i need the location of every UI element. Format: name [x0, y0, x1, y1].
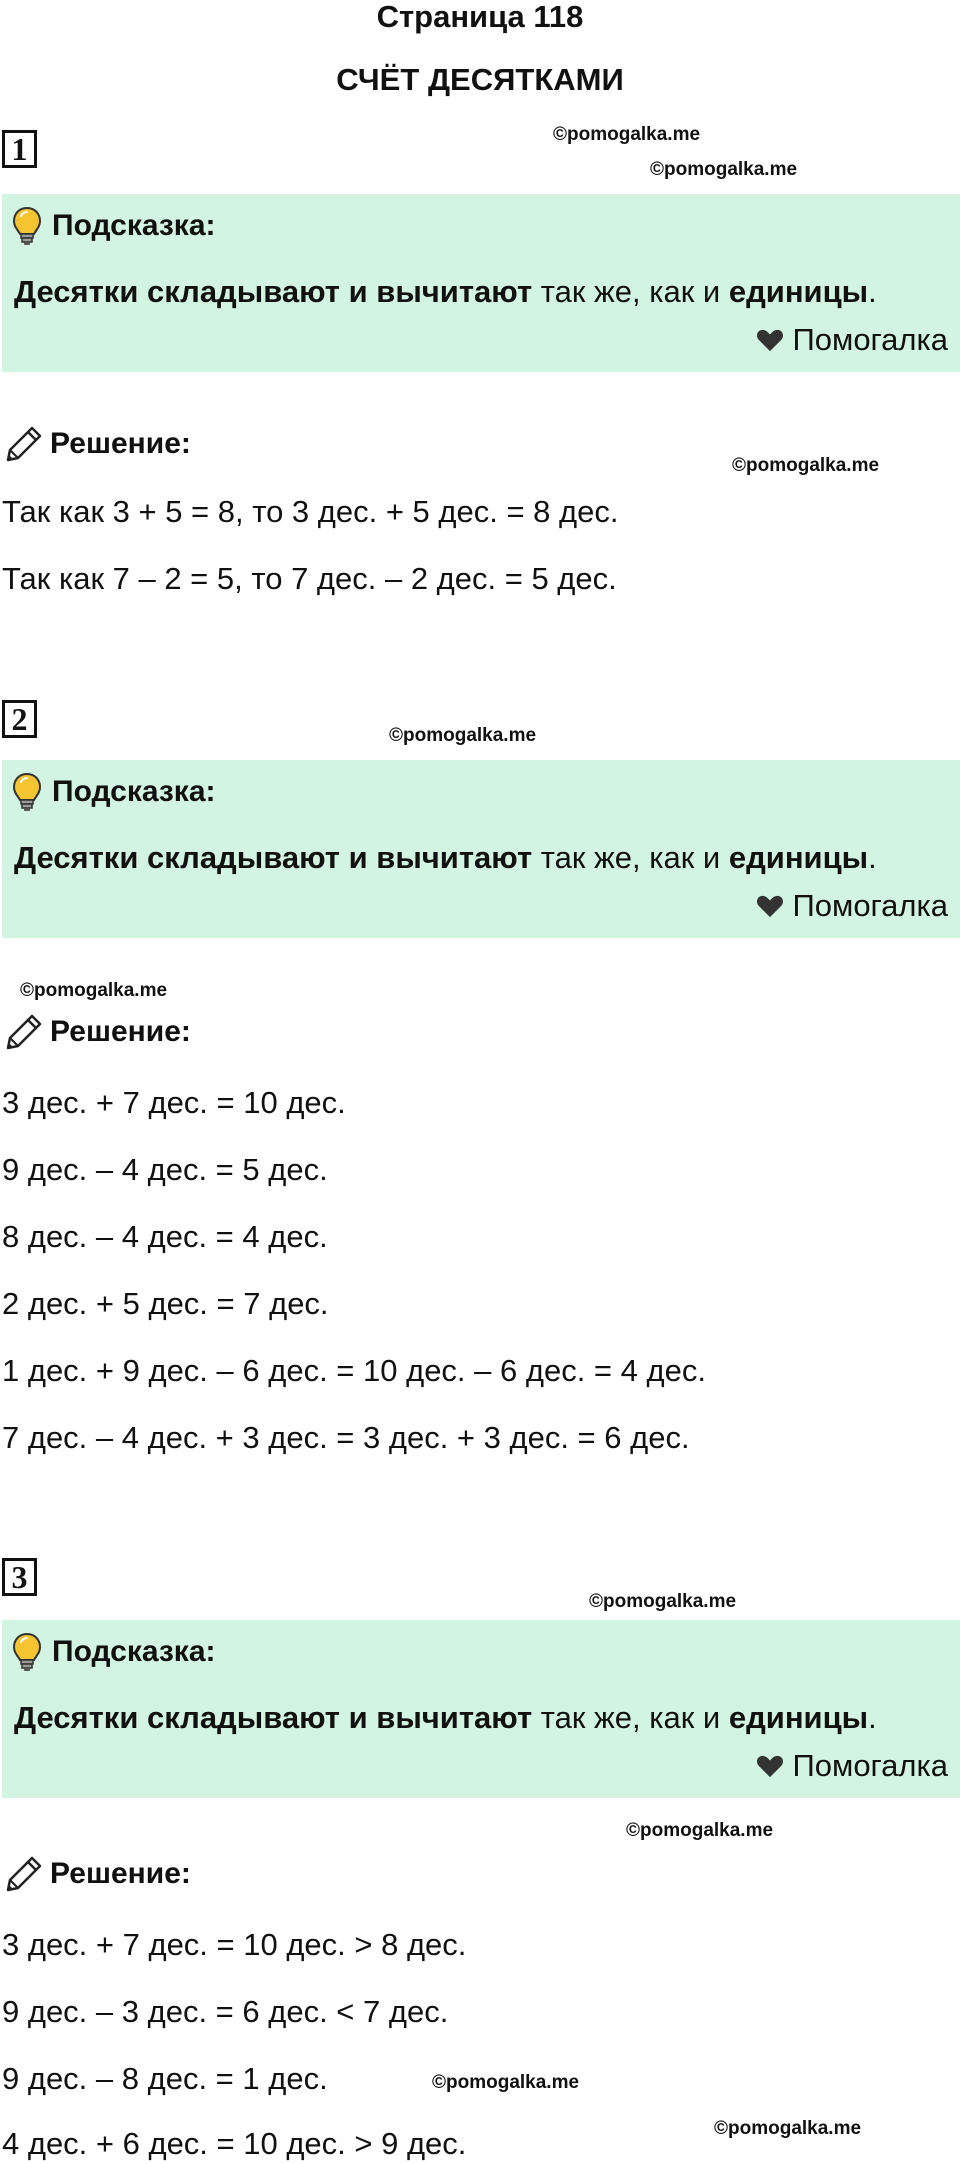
solution-header-1: [4, 422, 191, 466]
solution-line: 2 дес. + 5 дес. = 7 дес.: [2, 1286, 329, 1321]
hint-end: .: [868, 1700, 877, 1735]
lightbulb-icon: [12, 1632, 42, 1672]
solution-line: 9 дес. – 3 дес. = 6 дес. < 7 дес.: [2, 1994, 449, 2029]
watermark: ©pomogalka.me: [589, 1591, 737, 1612]
hint-bold-1: Десятки складывают и вычитают: [14, 274, 533, 309]
hint-label: Подсказка:: [52, 1635, 216, 1668]
solution-line: Так как 3 + 5 = 8, то 3 дес. + 5 дес. = 8 дес.: [2, 494, 619, 529]
hint-bold-2: единицы: [728, 274, 869, 309]
hint-box-3: [2, 1620, 960, 1798]
hint-bold-2: единицы: [728, 1700, 869, 1735]
brand: [756, 322, 948, 358]
solution-label: Решение:: [50, 1015, 191, 1048]
watermark: ©pomogalka.me: [650, 159, 798, 180]
brand-label: Помогалка: [792, 888, 948, 923]
brand-label: Помогалка: [792, 1748, 948, 1783]
hint-header: [12, 770, 216, 814]
solution-line: 9 дес. – 4 дес. = 5 дес.: [2, 1152, 328, 1187]
solution-label: Решение:: [50, 427, 191, 460]
hint-bold-2: единицы: [728, 840, 869, 875]
hint-text: [14, 274, 877, 310]
hint-header: [12, 1630, 216, 1674]
hint-box-1: [2, 194, 960, 372]
solution-label: Решение:: [50, 1857, 191, 1890]
solution-header-3: [4, 1852, 191, 1896]
section-title: СЧЁТ ДЕСЯТКАМИ: [336, 62, 624, 97]
watermark: ©pomogalka.me: [714, 2118, 862, 2139]
hint-label: Подсказка:: [52, 209, 216, 242]
task-number-3: 3: [2, 1558, 37, 1596]
hint-header: [12, 204, 216, 248]
task-number-1: 1: [2, 130, 37, 168]
solution-line: 8 дес. – 4 дес. = 4 дес.: [2, 1219, 328, 1254]
brand: [756, 1748, 948, 1784]
lightbulb-icon: [12, 206, 42, 246]
hint-text: [14, 1700, 877, 1736]
watermark: ©pomogalka.me: [20, 980, 168, 1001]
hint-end: .: [868, 840, 877, 875]
pencil-icon: [4, 424, 44, 464]
hint-bold-1: Десятки складывают и вычитают: [14, 1700, 533, 1735]
hint-label: Подсказка:: [52, 775, 216, 808]
pencil-icon: [4, 1854, 44, 1894]
watermark: ©pomogalka.me: [432, 2072, 580, 2093]
watermark: ©pomogalka.me: [732, 455, 880, 476]
hint-plain: так же, как и: [532, 840, 729, 875]
task-number-2: 2: [2, 700, 37, 738]
heart-icon: [756, 894, 784, 918]
brand: [756, 888, 948, 924]
solution-line: 9 дес. – 8 дес. = 1 дес.: [2, 2061, 328, 2096]
solution-line: 3 дес. + 7 дес. = 10 дес. > 8 дес.: [2, 1927, 467, 1962]
hint-box-2: [2, 760, 960, 938]
solution-line: 7 дес. – 4 дес. + 3 дес. = 3 дес. + 3 дес. = 6 дес.: [2, 1420, 690, 1455]
lightbulb-icon: [12, 772, 42, 812]
watermark: ©pomogalka.me: [626, 1820, 774, 1841]
hint-plain: так же, как и: [532, 1700, 729, 1735]
hint-bold-1: Десятки складывают и вычитают: [14, 840, 533, 875]
brand-label: Помогалка: [792, 322, 948, 357]
solution-line: 3 дес. + 7 дес. = 10 дес.: [2, 1085, 346, 1120]
heart-icon: [756, 328, 784, 352]
watermark: ©pomogalka.me: [389, 725, 537, 746]
solution-line: 1 дес. + 9 дес. – 6 дес. = 10 дес. – 6 дес. = 4 дес.: [2, 1353, 706, 1388]
pencil-icon: [4, 1012, 44, 1052]
solution-line: 4 дес. + 6 дес. = 10 дес. > 9 дес.: [2, 2126, 467, 2161]
watermark: ©pomogalka.me: [553, 124, 701, 145]
solution-line: Так как 7 – 2 = 5, то 7 дес. – 2 дес. = 5 дес.: [2, 561, 617, 596]
page-title: Страница 118: [376, 0, 584, 34]
solution-header-2: [4, 1010, 191, 1054]
hint-end: .: [868, 274, 877, 309]
hint-text: [14, 840, 877, 876]
heart-icon: [756, 1754, 784, 1778]
hint-plain: так же, как и: [532, 274, 729, 309]
